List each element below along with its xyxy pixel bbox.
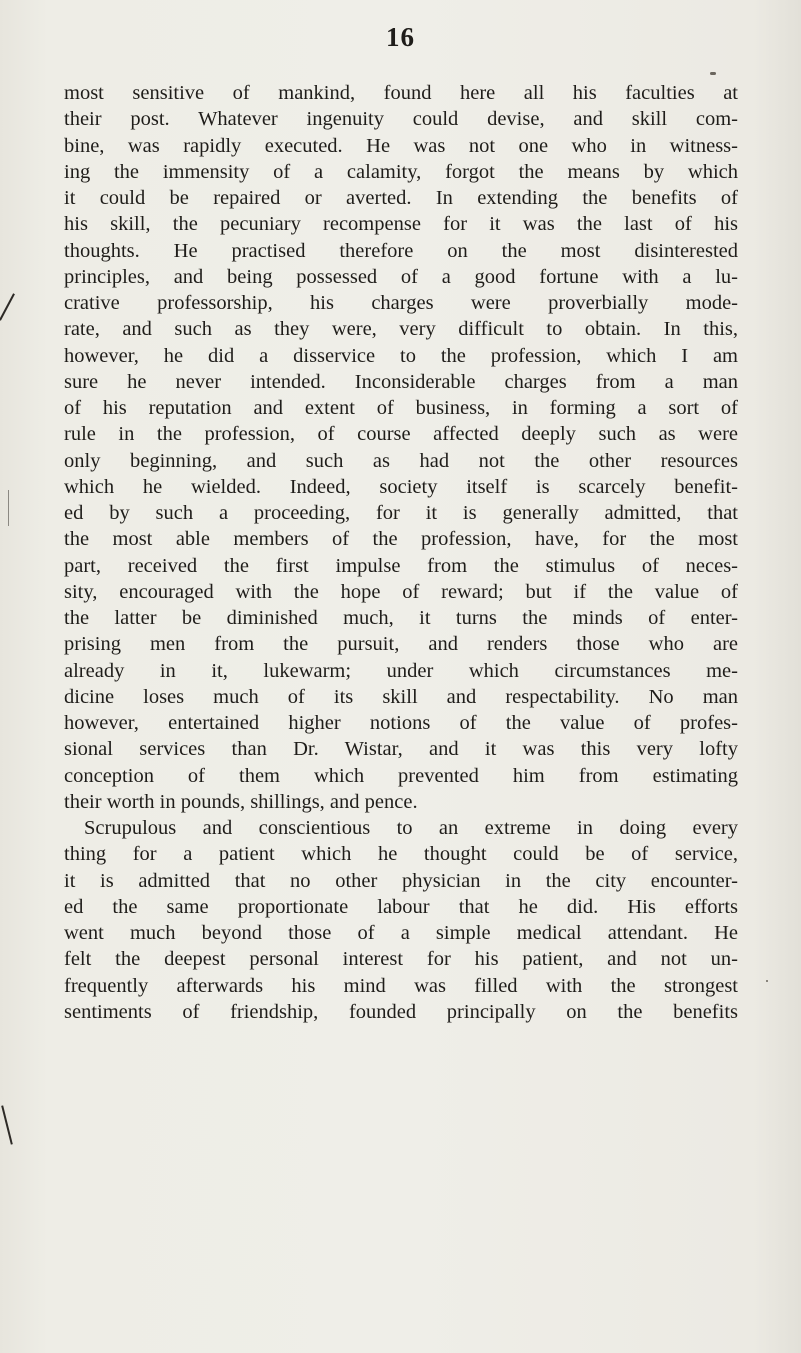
text-line: sity, encouraged with the hope of reward; but if the value of	[64, 580, 738, 603]
text-line: the latter be diminished much, it turns the minds of enter-	[64, 607, 738, 629]
text-line: sentiments of friendship, founded principally on the benefits	[64, 1000, 738, 1023]
paper-speck	[710, 72, 716, 75]
text-line: dicine loses much of its skill and respectability. No man	[64, 685, 738, 708]
text-line: crative professorship, his charges were proverbially mode-	[64, 292, 738, 314]
text-line: it could be repaired or averted. In extending the benefits of	[64, 187, 738, 209]
text-line: thing for a patient which he thought could be of service,	[64, 843, 738, 866]
text-line: conception of them which prevented him from estimating	[64, 764, 738, 787]
text-line: their post. Whatever ingenuity could devise, and skill com-	[64, 108, 738, 131]
margin-pencil-mark	[1, 1105, 13, 1144]
text-line: principles, and being possessed of a good fortune with a lu-	[64, 265, 738, 288]
body-text	[64, 80, 738, 1025]
text-line: went much beyond those of a simple medical attendant. He	[64, 922, 738, 944]
text-line: it is admitted that no other physician in the city encounter-	[64, 869, 738, 892]
text-line: ed the same proportionate labour that he did. His efforts	[64, 895, 738, 918]
text-line: already in it, lukewarm; under which circumstances me-	[64, 659, 738, 682]
text-line: the most able members of the profession, have, for the most	[64, 528, 738, 551]
text-line: of his reputation and extent of business, in forming a sort of	[64, 397, 738, 419]
margin-pencil-mark	[0, 293, 15, 320]
text-line: rate, and such as they were, very difficult to obtain. In this,	[64, 318, 738, 341]
text-line: which he wielded. Indeed, society itself is scarcely benefit-	[64, 475, 738, 498]
text-line: rule in the profession, of course affected deeply such as were	[64, 423, 738, 446]
text-line: part, received the first impulse from the stimulus of neces-	[64, 554, 738, 577]
text-line: bine, was rapidly executed. He was not one who in witness-	[64, 134, 738, 157]
text-line: sional services than Dr. Wistar, and it was this very lofty	[64, 738, 738, 761]
page-number: 16	[386, 22, 415, 52]
text-line: most sensitive of mankind, found here all his faculties at	[64, 82, 738, 104]
text-line: ing the immensity of a calamity, forgot the means by which	[64, 160, 738, 183]
text-line: ed by such a proceeding, for it is generally admitted, that	[64, 502, 738, 524]
text-line: however, entertained higher notions of the value of profes-	[64, 712, 738, 734]
text-line: felt the deepest personal interest for his patient, and not un-	[64, 948, 738, 971]
paragraph-start-line: Scrupulous and conscientious to an extreme in doing every	[84, 817, 738, 839]
text-line: his skill, the pecuniary recompense for it was the last of his	[64, 213, 738, 236]
text-line: only beginning, and such as had not the other resources	[64, 449, 738, 472]
margin-pencil-mark	[8, 490, 9, 526]
text-line: thoughts. He practised therefore on the most disinterested	[64, 239, 738, 262]
text-line: frequently afterwards his mind was filled with the strongest	[64, 974, 738, 997]
paper-speck	[766, 980, 768, 982]
paragraph-end-line: their worth in pounds, shillings, and pence.	[64, 790, 418, 813]
text-line: however, he did a disservice to the profession, which I am	[64, 344, 738, 367]
text-line: sure he never intended. Inconsiderable charges from a man	[64, 370, 738, 393]
text-line: prising men from the pursuit, and renders those who are	[64, 633, 738, 656]
